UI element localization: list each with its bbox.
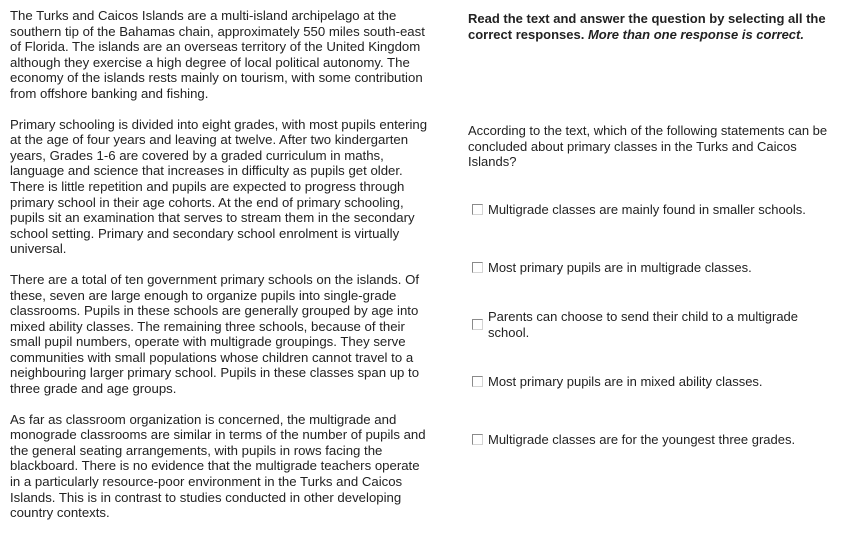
question-prompt: According to the text, which of the following statements can be concluded about primary classes in the Turks and Caicos Islands? bbox=[468, 123, 828, 170]
passage-paragraph-2: Primary schooling is divided into eight grades, with most pupils entering at the age of four years and leaving at twelve. After two kindergarten years, Grades 1-6 are covered by a graded curriculum in maths, language and science that increases in difficulty as pupils get older. There is little repetition and pupils are expected to progress through primary school in their age cohorts. At the end of primary schooling, pupils sit an examination that serves to stream them in the secondary school setting. Primary and secondary school enrolment is virtually universal. bbox=[10, 116, 428, 257]
answer-option-2[interactable] bbox=[472, 260, 832, 276]
checkbox-icon[interactable] bbox=[472, 262, 483, 273]
passage-paragraph-3: There are a total of ten government primary schools on the islands. Of these, seven are large enough to organize pupils into single-grade classrooms. Pupils in these schools are generally grouped by age into mixed ability classes. The remaining three schools, because of their small pupil numbers, operate with multigrade groupings. They serve communities with small populations whose children cannot travel to a neighbouring larger primary school. Pupils in these classes span up to three grade and age groups. bbox=[10, 271, 420, 397]
instruction-emphasis: More than one response is correct. bbox=[587, 27, 804, 42]
answer-option-3[interactable] bbox=[472, 309, 832, 340]
answer-option-5[interactable] bbox=[472, 432, 832, 448]
answer-option-label: Multigrade classes are for the youngest three grades. bbox=[488, 432, 796, 447]
checkbox-icon[interactable] bbox=[472, 376, 483, 387]
answer-option-label: Parents can choose to send their child to a multigrade school. bbox=[488, 309, 799, 340]
passage-paragraph-1: The Turks and Caicos Islands are a multi-island archipelago at the southern tip of the Bahamas chain, approximately 550 miles south-east of Florida. The islands are an overseas territory of the United Kingdom although they exercise a high degree of local political autonomy. The economy of the islands rests mainly on tourism, with some contribution from offshore banking and fishing. bbox=[10, 8, 425, 101]
answer-option-4[interactable] bbox=[472, 374, 832, 390]
checkbox-icon[interactable] bbox=[472, 204, 483, 215]
passage-paragraph-4: As far as classroom organization is concerned, the multigrade and monograde classrooms are similar in terms of the number of pupils and the general seating arrangements, with pupils in rows facing the blackboard. There is no evidence that the multigrade teachers operate in a particularly resource-poor environment in the Turks and Caicos Islands. This is in contrast to studies conducted in other developing country contexts. bbox=[10, 411, 426, 521]
instruction-text bbox=[468, 11, 843, 43]
answer-option-label: Most primary pupils are in multigrade classes. bbox=[488, 260, 752, 275]
checkbox-icon[interactable] bbox=[472, 319, 483, 330]
reading-passage bbox=[10, 8, 430, 536]
instruction-main: Read the text and answer the question by selecting all the correct responses. bbox=[468, 11, 826, 42]
answer-option-label: Multigrade classes are mainly found in smaller schools. bbox=[488, 202, 806, 217]
checkbox-icon[interactable] bbox=[472, 434, 483, 445]
answer-option-1[interactable] bbox=[472, 202, 832, 218]
answer-option-label: Most primary pupils are in mixed ability classes. bbox=[488, 374, 763, 389]
